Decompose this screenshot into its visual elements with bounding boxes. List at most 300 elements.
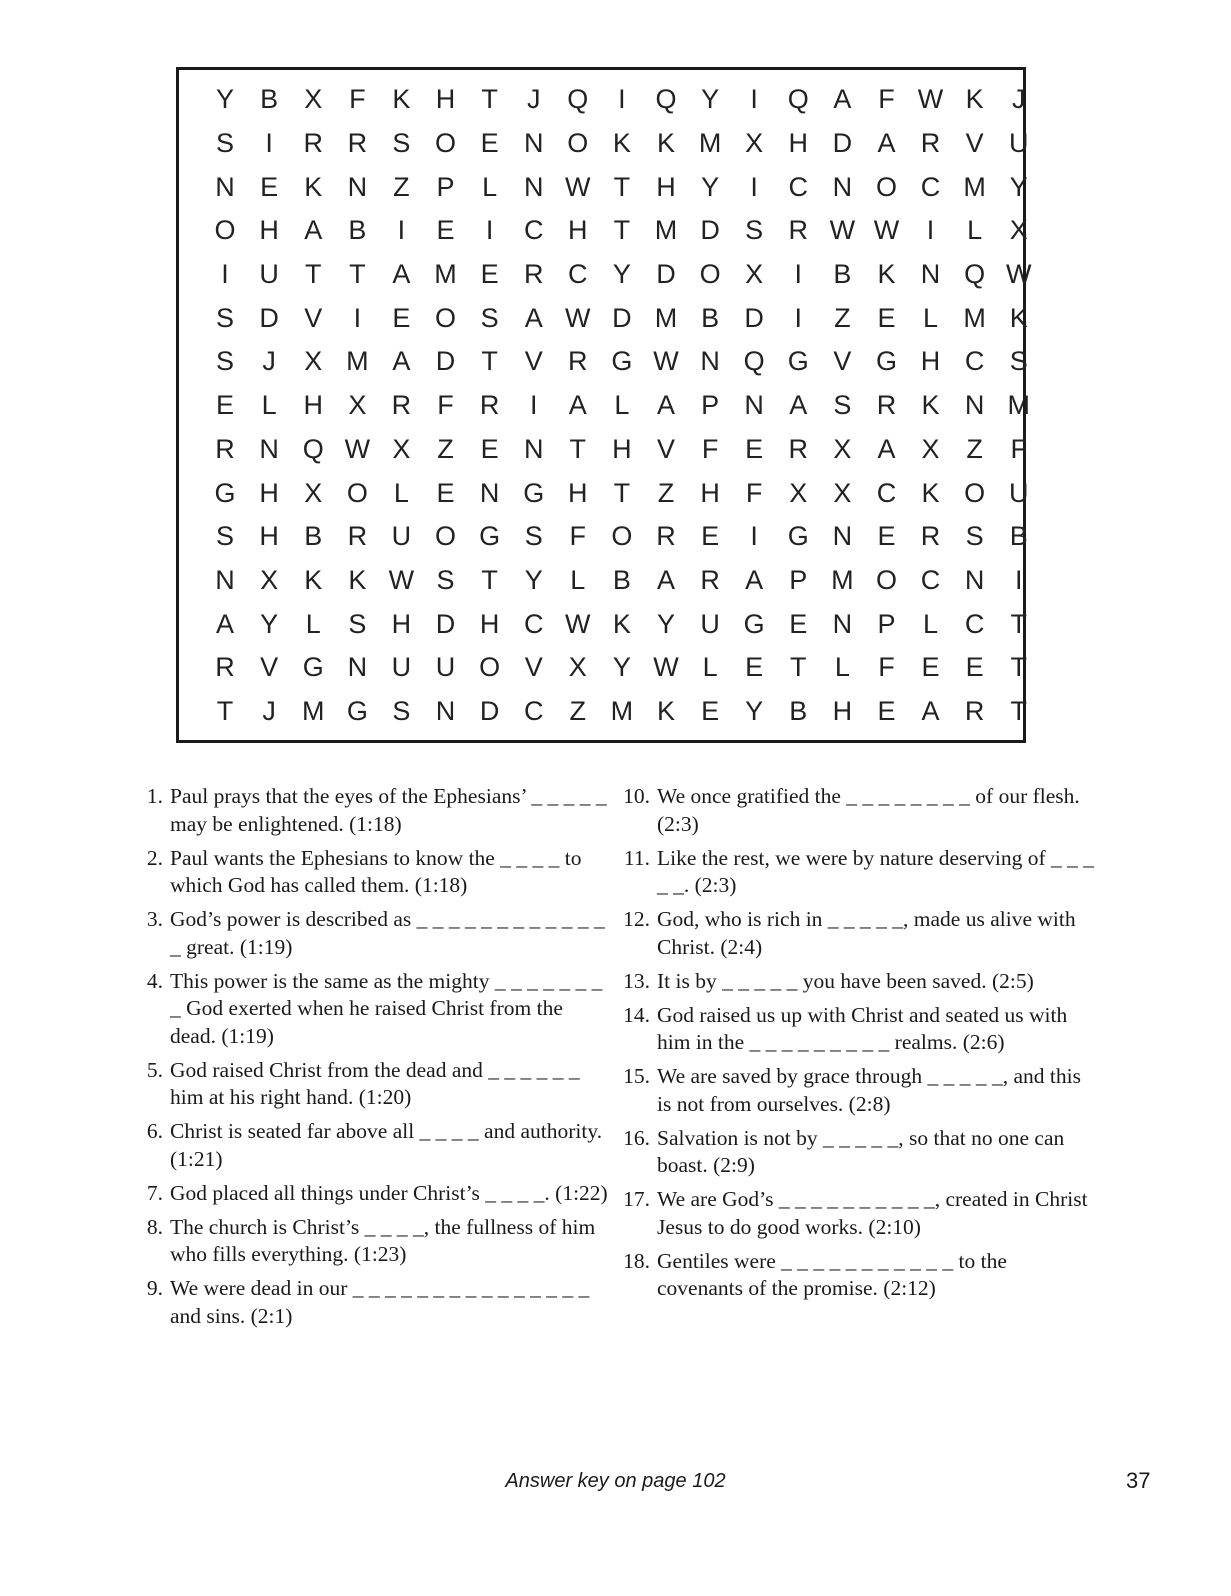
grid-letter[interactable]: A	[877, 128, 896, 159]
grid-letter[interactable]: S	[216, 521, 235, 552]
grid-letter[interactable]: X	[568, 652, 587, 683]
grid-letter[interactable]: N	[523, 171, 544, 202]
grid-letter[interactable]: M	[346, 346, 369, 377]
grid-letter[interactable]: K	[965, 84, 984, 115]
grid-letter[interactable]: R	[215, 652, 235, 683]
grid-letter[interactable]: A	[568, 390, 587, 421]
grid-letter[interactable]: M	[434, 259, 457, 290]
grid-letter[interactable]: W	[565, 302, 591, 333]
grid-letter[interactable]: G	[787, 346, 809, 377]
grid-letter[interactable]: A	[216, 608, 235, 639]
grid-letter[interactable]: S	[745, 215, 764, 246]
grid-letter[interactable]: J	[262, 695, 276, 726]
grid-letter[interactable]: R	[347, 521, 368, 552]
grid-letter[interactable]: K	[304, 564, 323, 595]
grid-letter[interactable]: W	[565, 171, 591, 202]
grid-letter[interactable]: R	[215, 433, 235, 464]
grid-letter[interactable]: O	[964, 477, 986, 508]
grid-letter[interactable]: T	[1010, 695, 1027, 726]
grid-letter[interactable]: H	[612, 433, 632, 464]
grid-letter[interactable]: X	[745, 259, 764, 290]
grid-letter[interactable]: E	[480, 259, 499, 290]
grid-letter[interactable]: N	[259, 433, 279, 464]
grid-letter[interactable]: O	[875, 171, 897, 202]
grid-letter[interactable]: T	[790, 652, 807, 683]
grid-letter[interactable]: G	[214, 477, 236, 508]
grid-letter[interactable]: W	[653, 652, 679, 683]
grid-letter[interactable]: E	[877, 695, 896, 726]
grid-letter[interactable]: H	[435, 84, 456, 115]
grid-letter[interactable]: X	[833, 477, 852, 508]
clue-number: 13.	[623, 968, 650, 993]
grid-letter[interactable]: E	[480, 433, 499, 464]
grid-letter[interactable]: R	[303, 128, 323, 159]
grid-letter[interactable]: R	[920, 128, 941, 159]
grid-letter[interactable]: K	[392, 84, 411, 115]
grid-letter[interactable]: H	[568, 215, 588, 246]
grid-letter[interactable]: E	[260, 171, 279, 202]
grid-letter[interactable]: L	[393, 477, 409, 508]
grid-letter[interactable]: I	[529, 390, 538, 421]
grid-letter[interactable]: Q	[302, 433, 324, 464]
grid-letter[interactable]: O	[435, 128, 457, 159]
grid-letter[interactable]: C	[920, 171, 941, 202]
grid-letter[interactable]: U	[1008, 128, 1029, 159]
grid-letter[interactable]: Y	[701, 84, 720, 115]
grid-letter[interactable]: Z	[569, 695, 587, 726]
grid-letter[interactable]: N	[832, 521, 853, 552]
grid-letter[interactable]: P	[877, 608, 896, 639]
grid-letter[interactable]: X	[745, 128, 764, 159]
grid-letter[interactable]: U	[700, 608, 720, 639]
grid-letter[interactable]: E	[965, 652, 984, 683]
grid-letter[interactable]: Y	[524, 564, 543, 595]
grid-letter[interactable]: V	[304, 302, 323, 333]
grid-letter[interactable]: I	[750, 84, 758, 115]
grid-letter[interactable]: A	[921, 695, 940, 726]
grid-letter[interactable]: D	[700, 215, 720, 246]
grid-letter[interactable]: Z	[393, 171, 410, 202]
grid-letter[interactable]: I	[485, 215, 494, 246]
grid-letter[interactable]: H	[391, 608, 412, 639]
grid-letter[interactable]: D	[612, 302, 632, 333]
grid-letter[interactable]: S	[965, 521, 984, 552]
grid-letter[interactable]: E	[789, 608, 808, 639]
grid-letter[interactable]: T	[481, 346, 498, 377]
grid-letter[interactable]: C	[523, 608, 544, 639]
grid-letter[interactable]: F	[569, 521, 587, 552]
grid-letter[interactable]: Y	[612, 259, 631, 290]
grid-letter[interactable]: P	[789, 564, 808, 595]
clue-item	[615, 1248, 1095, 1303]
grid-letter[interactable]: V	[833, 346, 852, 377]
grid-letter[interactable]: S	[480, 302, 499, 333]
grid-letter[interactable]: E	[921, 652, 940, 683]
grid-letter[interactable]: G	[787, 521, 809, 552]
clue-item	[128, 906, 608, 961]
grid-letter[interactable]: W	[388, 564, 415, 595]
grid-letter[interactable]: M	[831, 564, 854, 595]
grid-letter[interactable]: H	[656, 171, 676, 202]
grid-letter[interactable]: O	[479, 652, 501, 683]
grid-letter[interactable]: H	[479, 608, 500, 639]
grid-letter[interactable]: X	[789, 477, 808, 508]
grid-letter[interactable]: M	[610, 695, 634, 726]
grid-letter[interactable]: I	[1014, 564, 1023, 595]
grid-letter[interactable]: K	[877, 259, 896, 290]
grid-letter[interactable]: B	[612, 564, 631, 595]
grid-letter[interactable]: L	[834, 652, 850, 683]
grid-letter[interactable]: T	[613, 215, 631, 246]
grid-letter[interactable]: R	[347, 128, 368, 159]
grid-letter[interactable]: X	[921, 433, 940, 464]
grid-letter[interactable]: T	[1010, 652, 1027, 683]
grid-letter[interactable]: N	[479, 477, 500, 508]
grid-letter[interactable]: L	[261, 390, 277, 421]
grid-row	[203, 515, 1041, 559]
grid-letter[interactable]: O	[435, 521, 457, 552]
grid-letter[interactable]: R	[964, 695, 985, 726]
grid-letter[interactable]: L	[967, 215, 983, 246]
grid-letter[interactable]: R	[479, 390, 500, 421]
grid-letter[interactable]: U	[391, 521, 412, 552]
grid-letter[interactable]: Z	[437, 433, 454, 464]
grid-letter[interactable]: K	[304, 171, 323, 202]
grid-letter[interactable]: K	[1009, 302, 1028, 333]
grid-letter[interactable]: K	[348, 564, 367, 595]
grid-row	[203, 428, 1041, 472]
grid-letter[interactable]: V	[656, 433, 675, 464]
grid-letter[interactable]: W	[917, 84, 944, 115]
grid-letter[interactable]: Q	[567, 84, 589, 115]
clue-text: We are God’s _ _ _ _ _ _ _ _ _ _, created in Christ Jesus to do good works. (2:10)	[657, 1187, 1088, 1239]
grid-letter[interactable]: U	[1008, 477, 1029, 508]
grid-letter[interactable]: S	[833, 390, 852, 421]
grid-letter[interactable]: W	[565, 608, 591, 639]
grid-letter[interactable]: B	[348, 215, 367, 246]
grid-letter[interactable]: S	[436, 564, 455, 595]
grid-letter[interactable]: D	[435, 346, 456, 377]
grid-letter[interactable]: J	[1011, 84, 1026, 115]
grid-letter[interactable]: H	[700, 477, 720, 508]
grid-letter[interactable]: K	[921, 390, 940, 421]
grid-row	[203, 559, 1041, 603]
grid-letter[interactable]: H	[259, 521, 279, 552]
grid-letter[interactable]: C	[523, 695, 544, 726]
grid-letter[interactable]: H	[303, 390, 323, 421]
grid-letter[interactable]: D	[479, 695, 500, 726]
grid-letter[interactable]: Y	[216, 84, 235, 115]
grid-letter[interactable]: M	[963, 171, 986, 202]
grid-letter[interactable]: S	[1009, 346, 1028, 377]
grid-letter[interactable]: N	[347, 652, 368, 683]
grid-letter[interactable]: D	[832, 128, 853, 159]
grid-letter[interactable]: K	[612, 128, 631, 159]
clue-item	[615, 968, 1095, 996]
grid-letter[interactable]: Y	[260, 608, 279, 639]
grid-letter[interactable]: C	[964, 608, 985, 639]
grid-letter[interactable]: A	[392, 346, 411, 377]
grid-letter[interactable]: O	[611, 521, 633, 552]
grid-letter[interactable]: Z	[657, 477, 675, 508]
grid-letter[interactable]: T	[481, 84, 498, 115]
grid-letter[interactable]: X	[304, 477, 323, 508]
grid-letter[interactable]: L	[702, 652, 718, 683]
grid-letter[interactable]: P	[701, 390, 720, 421]
grid-letter[interactable]: Y	[656, 608, 675, 639]
grid-letter[interactable]: T	[613, 171, 631, 202]
grid-letter[interactable]: N	[347, 171, 368, 202]
grid-letter[interactable]: I	[794, 259, 803, 290]
grid-letter[interactable]: N	[964, 390, 985, 421]
grid-letter[interactable]: K	[612, 608, 631, 639]
grid-letter[interactable]: O	[435, 302, 457, 333]
grid-letter[interactable]: N	[215, 564, 235, 595]
grid-letter[interactable]: G	[479, 521, 501, 552]
grid-letter[interactable]: T	[1010, 608, 1027, 639]
grid-letter[interactable]: T	[569, 433, 587, 464]
grid-letter[interactable]: Y	[1009, 171, 1028, 202]
grid-letter[interactable]: B	[789, 695, 808, 726]
grid-letter[interactable]: K	[656, 128, 675, 159]
grid-letter[interactable]: I	[353, 302, 362, 333]
grid-letter[interactable]: S	[392, 128, 411, 159]
grid-letter[interactable]: A	[833, 84, 852, 115]
grid-letter[interactable]: M	[963, 302, 986, 333]
grid-letter[interactable]: R	[788, 433, 809, 464]
grid-letter[interactable]: S	[348, 608, 367, 639]
grid-letter[interactable]: C	[920, 564, 941, 595]
grid-letter[interactable]: T	[349, 259, 366, 290]
grid-letter[interactable]: A	[304, 215, 323, 246]
grid-letter[interactable]: X	[1009, 215, 1028, 246]
grid-letter[interactable]: B	[1009, 521, 1028, 552]
grid-letter[interactable]: F	[349, 84, 366, 115]
page-number: 37	[1126, 1468, 1151, 1493]
grid-letter[interactable]: D	[744, 302, 764, 333]
grid-letter[interactable]: A	[392, 259, 411, 290]
grid-letter[interactable]: D	[656, 259, 676, 290]
grid-letter[interactable]: N	[523, 128, 544, 159]
grid-letter[interactable]: W	[653, 346, 679, 377]
grid-letter[interactable]: W	[344, 433, 371, 464]
grid-row	[203, 209, 1041, 253]
grid-letter[interactable]: E	[745, 433, 764, 464]
grid-letter[interactable]: E	[392, 302, 411, 333]
grid-letter[interactable]: C	[568, 259, 588, 290]
grid-letter[interactable]: I	[221, 259, 229, 290]
grid-letter[interactable]: A	[524, 302, 543, 333]
grid-letter[interactable]: F	[878, 84, 895, 115]
grid-letter[interactable]: R	[568, 346, 588, 377]
grid-letter[interactable]: L	[923, 302, 939, 333]
grid-letter[interactable]: P	[436, 171, 455, 202]
grid-letter[interactable]: I	[750, 521, 758, 552]
grid-letter[interactable]: S	[524, 521, 543, 552]
grid-letter[interactable]: N	[920, 259, 941, 290]
clue-number: 11.	[623, 845, 650, 870]
grid-letter[interactable]: K	[656, 695, 675, 726]
grid-letter[interactable]: B	[701, 302, 720, 333]
grid-letter[interactable]: C	[788, 171, 809, 202]
grid-letter[interactable]: Z	[966, 433, 983, 464]
grid-letter[interactable]: N	[744, 390, 764, 421]
grid-letter[interactable]: T	[216, 695, 234, 726]
grid-letter[interactable]: A	[745, 564, 764, 595]
grid-letter[interactable]: V	[524, 652, 543, 683]
grid-letter[interactable]: R	[788, 215, 809, 246]
grid-letter[interactable]: U	[259, 259, 279, 290]
grid-letter[interactable]: O	[567, 128, 589, 159]
grid-letter[interactable]: X	[392, 433, 411, 464]
clue-item	[615, 906, 1095, 961]
grid-letter[interactable]: R	[700, 564, 720, 595]
grid-letter[interactable]: C	[964, 346, 985, 377]
grid-letter[interactable]: R	[391, 390, 412, 421]
grid-letter[interactable]: S	[216, 302, 235, 333]
grid-letter[interactable]: S	[392, 695, 411, 726]
grid-letter[interactable]: J	[526, 84, 541, 115]
grid-letter[interactable]: E	[436, 477, 455, 508]
grid-letter[interactable]: Q	[655, 84, 677, 115]
grid-letter[interactable]: R	[523, 259, 544, 290]
grid-letter[interactable]: K	[921, 477, 940, 508]
grid-letter[interactable]: S	[216, 128, 235, 159]
grid-letter[interactable]: L	[570, 564, 586, 595]
grid-letter[interactable]: A	[656, 390, 675, 421]
grid-letter[interactable]: F	[701, 433, 719, 464]
grid-letter[interactable]: G	[302, 652, 324, 683]
grid-letter[interactable]: H	[259, 477, 279, 508]
grid-letter[interactable]: F	[1010, 433, 1027, 464]
grid-letter[interactable]: M	[654, 215, 678, 246]
grid-letter[interactable]: O	[699, 259, 721, 290]
grid-letter[interactable]: N	[832, 171, 853, 202]
grid-letter[interactable]: C	[523, 215, 544, 246]
grid-letter[interactable]: I	[618, 84, 626, 115]
grid-letter[interactable]: M	[1007, 390, 1030, 421]
grid-letter[interactable]: G	[611, 346, 633, 377]
grid-letter[interactable]: G	[743, 608, 765, 639]
grid-letter[interactable]: E	[701, 521, 720, 552]
grid-letter[interactable]: V	[260, 652, 279, 683]
grid-letter[interactable]: E	[216, 390, 235, 421]
grid-letter[interactable]: R	[920, 521, 941, 552]
grid-letter[interactable]: X	[304, 346, 323, 377]
grid-letter[interactable]: X	[260, 564, 279, 595]
grid-letter[interactable]: B	[260, 84, 279, 115]
grid-letter[interactable]: L	[482, 171, 498, 202]
grid-letter[interactable]: E	[701, 695, 720, 726]
grid-letter[interactable]: V	[965, 128, 984, 159]
grid-letter[interactable]: U	[435, 652, 456, 683]
grid-letter[interactable]: Q	[743, 346, 765, 377]
grid-letter[interactable]: N	[215, 171, 235, 202]
grid-letter[interactable]: M	[654, 302, 678, 333]
grid-letter[interactable]: H	[568, 477, 588, 508]
grid-letter[interactable]: I	[265, 128, 273, 159]
grid-row	[203, 122, 1041, 166]
grid-letter[interactable]: I	[397, 215, 406, 246]
grid-letter[interactable]: T	[304, 259, 322, 290]
grid-letter[interactable]: X	[833, 433, 852, 464]
grid-letter[interactable]: I	[750, 171, 758, 202]
grid-letter[interactable]: S	[216, 346, 235, 377]
grid-letter[interactable]: G	[346, 695, 368, 726]
grid-letter[interactable]: W	[829, 215, 856, 246]
grid-letter[interactable]: N	[964, 564, 985, 595]
grid-letter[interactable]: T	[613, 477, 631, 508]
grid-letter[interactable]: U	[391, 652, 412, 683]
grid-letter[interactable]: L	[305, 608, 321, 639]
grid-row	[203, 384, 1041, 428]
grid-letter[interactable]: Y	[745, 695, 764, 726]
grid-letter[interactable]: D	[435, 608, 456, 639]
grid-letter[interactable]: D	[259, 302, 279, 333]
grid-letter[interactable]: L	[614, 390, 630, 421]
grid-letter[interactable]: X	[348, 390, 367, 421]
grid-letter[interactable]: L	[923, 608, 939, 639]
grid-letter[interactable]: M	[301, 695, 325, 726]
grid-letter[interactable]: A	[877, 433, 896, 464]
grid-letter[interactable]: R	[656, 521, 676, 552]
grid-letter[interactable]: I	[794, 302, 803, 333]
grid-letter[interactable]: H	[788, 128, 809, 159]
grid-letter[interactable]: Q	[787, 84, 809, 115]
grid-letter[interactable]: I	[926, 215, 935, 246]
grid-letter[interactable]: E	[480, 128, 499, 159]
grid-letter[interactable]: C	[876, 477, 897, 508]
grid-letter[interactable]: W	[1005, 259, 1032, 290]
grid-letter[interactable]: Q	[964, 259, 986, 290]
grid-letter[interactable]: H	[832, 695, 853, 726]
grid-letter[interactable]: N	[700, 346, 720, 377]
grid-letter[interactable]: Z	[834, 302, 851, 333]
grid-letter[interactable]: X	[304, 84, 323, 115]
grid-letter[interactable]: Y	[701, 171, 720, 202]
grid-letter[interactable]: O	[346, 477, 368, 508]
grid-letter[interactable]: F	[745, 477, 763, 508]
clue-number: 2.	[146, 845, 163, 870]
grid-letter[interactable]: J	[262, 346, 276, 377]
grid-letter[interactable]: B	[304, 521, 323, 552]
grid-letter[interactable]: H	[259, 215, 279, 246]
grid-letter[interactable]: Y	[612, 652, 631, 683]
grid-letter[interactable]: N	[832, 608, 853, 639]
grid-letter[interactable]: W	[873, 215, 900, 246]
grid-letter[interactable]: A	[656, 564, 675, 595]
grid-letter[interactable]: A	[789, 390, 808, 421]
grid-letter[interactable]: F	[437, 390, 454, 421]
grid-letter[interactable]: H	[920, 346, 941, 377]
grid-letter[interactable]: G	[875, 346, 897, 377]
grid-letter[interactable]: E	[745, 652, 764, 683]
grid-letter[interactable]: M	[698, 128, 722, 159]
grid-letter[interactable]: F	[878, 652, 895, 683]
grid-letter[interactable]: G	[523, 477, 545, 508]
grid-letter[interactable]: N	[435, 695, 456, 726]
grid-letter[interactable]: E	[877, 521, 896, 552]
grid-letter[interactable]: E	[877, 302, 896, 333]
grid-letter[interactable]: N	[523, 433, 544, 464]
grid-letter[interactable]: R	[876, 390, 897, 421]
grid-letter[interactable]: V	[524, 346, 543, 377]
grid-letter[interactable]: O	[214, 215, 236, 246]
grid-letter[interactable]: O	[875, 564, 897, 595]
grid-letter[interactable]: B	[833, 259, 852, 290]
grid-letter[interactable]: T	[481, 564, 498, 595]
grid-letter[interactable]: E	[436, 215, 455, 246]
